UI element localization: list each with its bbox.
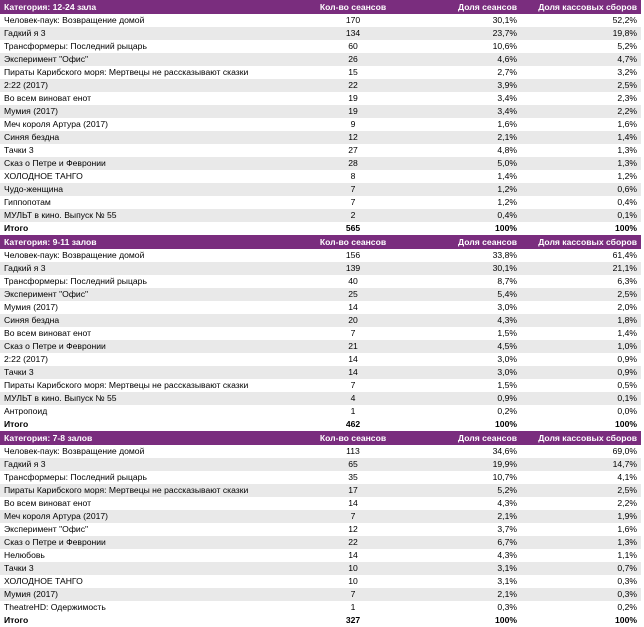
sessions-count: 40: [348, 276, 358, 286]
share-boxoffice: 4,7%: [521, 53, 641, 66]
share-sessions: 1,2%: [406, 183, 521, 196]
table-row: [0, 484, 641, 497]
table-row: [0, 536, 641, 549]
sessions-count: 1: [350, 406, 356, 416]
column-header-sessions: Кол-во сеансов: [300, 431, 406, 445]
table-row: [0, 79, 641, 92]
share-sessions: 0,2%: [497, 406, 517, 416]
total-sessions: 462: [345, 419, 361, 429]
share-sessions: 4,3%: [497, 498, 517, 508]
category-title: Категория: 12-24 зала: [0, 0, 300, 14]
sessions-count: 170: [345, 15, 361, 25]
movie-title: 2:22 (2017): [4, 354, 48, 364]
movie-title: Пираты Карибского моря: Мертвецы не рассказывают сказки: [0, 484, 300, 497]
movie-title: ХОЛОДНОЕ ТАНГО: [4, 576, 83, 586]
total-share-boxoffice: 100%: [615, 223, 637, 233]
share-boxoffice: 0,9%: [521, 366, 641, 379]
table-row: [0, 196, 641, 209]
column-header-share-boxoffice: Доля кассовых сборов: [521, 235, 641, 249]
share-boxoffice: 0,0%: [617, 406, 637, 416]
share-sessions: 1,5%: [497, 380, 517, 390]
share-boxoffice: 0,1%: [521, 209, 641, 222]
total-row: [0, 418, 641, 431]
sessions-count: 139: [300, 262, 406, 275]
share-sessions: 10,7%: [492, 472, 517, 482]
share-boxoffice: 1,6%: [617, 119, 637, 129]
share-boxoffice: 0,4%: [617, 197, 637, 207]
sessions-count: 10: [300, 562, 406, 575]
share-boxoffice: 6,3%: [617, 276, 637, 286]
share-sessions: 3,1%: [497, 576, 517, 586]
sessions-count: 7: [300, 183, 406, 196]
share-boxoffice: 0,9%: [617, 354, 637, 364]
sessions-count: 60: [348, 41, 358, 51]
sessions-count: 14: [348, 302, 358, 312]
total-label: Итого: [4, 419, 29, 429]
sessions-count: 26: [300, 53, 406, 66]
share-sessions: 30,1%: [492, 15, 517, 25]
table-row: [0, 249, 641, 262]
sessions-count: 12: [348, 524, 358, 534]
share-sessions: 33,8%: [492, 250, 517, 260]
share-sessions: 2,7%: [497, 67, 517, 77]
sessions-count: 19: [348, 93, 358, 103]
share-sessions: 0,9%: [406, 392, 521, 405]
share-sessions: 1,6%: [497, 119, 517, 129]
movie-title: Трансформеры: Последний рыцарь: [4, 41, 147, 51]
table-row: [0, 523, 641, 536]
column-header-share-sessions: Доля сеансов: [406, 431, 521, 445]
section-header: [0, 235, 641, 249]
total-share-sessions: 100%: [495, 223, 517, 233]
table-row: [0, 275, 641, 288]
table-row: [0, 144, 641, 157]
share-sessions: 0,4%: [406, 209, 521, 222]
sessions-count: 1: [350, 602, 356, 612]
share-boxoffice: 19,8%: [521, 27, 641, 40]
sessions-count: 14: [300, 366, 406, 379]
table-row: [0, 157, 641, 170]
total-share-boxoffice: 100%: [615, 419, 637, 429]
share-sessions: 2,1%: [406, 131, 521, 144]
sessions-count: 19: [300, 105, 406, 118]
column-header-sessions: Кол-во сеансов: [300, 0, 406, 14]
sessions-count: 14: [348, 354, 358, 364]
movie-title: МУЛЬТ в кино. Выпуск № 55: [0, 209, 300, 222]
share-sessions: 5,0%: [406, 157, 521, 170]
share-sessions: 1,5%: [497, 328, 517, 338]
total-label: Итого: [4, 615, 29, 625]
share-boxoffice: 52,2%: [612, 15, 637, 25]
movie-title: Гиппопотам: [4, 197, 51, 207]
movie-title: Тачки 3: [4, 145, 34, 155]
sessions-count: 7: [350, 380, 356, 390]
table-row: [0, 405, 641, 418]
movie-title: Сказ о Петре и Февронии: [0, 157, 300, 170]
total-sessions: 327: [345, 615, 361, 625]
sessions-count: 14: [348, 550, 358, 560]
share-sessions: 3,7%: [497, 524, 517, 534]
category-title: Категория: 7-8 залов: [0, 431, 300, 445]
share-boxoffice: 1,8%: [521, 314, 641, 327]
sessions-count: 27: [348, 145, 358, 155]
share-sessions: 23,7%: [406, 27, 521, 40]
table-row: [0, 27, 641, 40]
movie-title: Эксперимент "Офис": [4, 524, 89, 534]
share-boxoffice: 2,3%: [617, 93, 637, 103]
share-sessions: 3,0%: [497, 354, 517, 364]
share-sessions: 1,2%: [497, 197, 517, 207]
sessions-count: 35: [348, 472, 358, 482]
total-sessions: 565: [345, 223, 361, 233]
share-sessions: 4,5%: [406, 340, 521, 353]
share-boxoffice: 1,6%: [617, 524, 637, 534]
share-sessions: 3,4%: [497, 93, 517, 103]
category-title: Категория: 9-11 залов: [0, 235, 300, 249]
share-boxoffice: 21,1%: [521, 262, 641, 275]
share-sessions: 3,0%: [406, 366, 521, 379]
share-boxoffice: 2,2%: [617, 498, 637, 508]
table-row: [0, 262, 641, 275]
movie-title: Синяя бездна: [0, 314, 300, 327]
movie-title: Нелюбовь: [4, 550, 45, 560]
table-row: [0, 53, 641, 66]
movie-title: Мумия (2017): [0, 588, 300, 601]
movie-title: Мумия (2017): [0, 105, 300, 118]
table-row: [0, 471, 641, 484]
sessions-count: 7: [300, 510, 406, 523]
movie-title: Пираты Карибского моря: Мертвецы не рассказывают сказки: [4, 380, 249, 390]
movie-title: Сказ о Петре и Февронии: [0, 536, 300, 549]
table-row: [0, 575, 641, 588]
movie-title: Человек-паук: Возвращение домой: [4, 15, 145, 25]
column-header-sessions: Кол-во сеансов: [300, 235, 406, 249]
table-row: [0, 392, 641, 405]
table-row: [0, 510, 641, 523]
table-row: [0, 314, 641, 327]
sessions-count: 113: [346, 446, 360, 456]
movie-title: Тачки 3: [0, 366, 300, 379]
sessions-count: 134: [300, 27, 406, 40]
table-row: [0, 170, 641, 183]
share-sessions: 4,3%: [406, 314, 521, 327]
column-header-share-sessions: Доля сеансов: [406, 0, 521, 14]
share-boxoffice: 1,3%: [617, 145, 637, 155]
share-boxoffice: 2,0%: [617, 302, 637, 312]
movie-title: МУЛЬТ в кино. Выпуск № 55: [0, 392, 300, 405]
share-boxoffice: 0,7%: [521, 562, 641, 575]
share-sessions: 2,1%: [406, 588, 521, 601]
table-row: [0, 14, 641, 27]
movie-title: Мумия (2017): [4, 302, 59, 312]
share-boxoffice: 2,5%: [521, 484, 641, 497]
share-boxoffice: 2,2%: [521, 105, 641, 118]
table-row: [0, 209, 641, 222]
sessions-count: 25: [300, 288, 406, 301]
table-row: [0, 40, 641, 53]
share-boxoffice: 0,3%: [521, 588, 641, 601]
share-sessions: 3,1%: [406, 562, 521, 575]
share-boxoffice: 61,4%: [612, 250, 637, 260]
sessions-count: 28: [300, 157, 406, 170]
sessions-count: 2: [300, 209, 406, 222]
table-row: [0, 301, 641, 314]
movie-title: TheatreHD: Одержимость: [4, 602, 106, 612]
share-sessions: 6,7%: [406, 536, 521, 549]
share-sessions: 0,3%: [497, 602, 517, 612]
share-boxoffice: 1,4%: [521, 131, 641, 144]
column-header-share-boxoffice: Доля кассовых сборов: [521, 0, 641, 14]
movie-title: Меч короля Артура (2017): [0, 510, 300, 523]
table-row: [0, 601, 641, 614]
table-row: [0, 379, 641, 392]
movie-title: Человек-паук: Возвращение домой: [4, 250, 145, 260]
share-sessions: 8,7%: [497, 276, 517, 286]
share-boxoffice: 14,7%: [521, 458, 641, 471]
movie-title: Тачки 3: [0, 562, 300, 575]
share-boxoffice: 5,2%: [617, 41, 637, 51]
sessions-count: 21: [300, 340, 406, 353]
share-sessions: 3,4%: [406, 105, 521, 118]
total-share-sessions: 100%: [495, 419, 517, 429]
movie-title: Эксперимент "Офис": [0, 288, 300, 301]
share-boxoffice: 1,9%: [521, 510, 641, 523]
table-row: [0, 497, 641, 510]
movie-title: Сказ о Петре и Февронии: [0, 340, 300, 353]
share-sessions: 4,3%: [497, 550, 517, 560]
movie-title: Во всем виноват енот: [4, 328, 92, 338]
sessions-count: 12: [300, 131, 406, 144]
column-header-share-boxoffice: Доля кассовых сборов: [521, 431, 641, 445]
sessions-count: 22: [300, 79, 406, 92]
share-boxoffice: 0,3%: [617, 576, 637, 586]
section-header: [0, 431, 641, 445]
movie-title: Во всем виноват енот: [4, 498, 92, 508]
movie-title: Человек-паук: Возвращение домой: [4, 446, 145, 456]
share-boxoffice: 1,3%: [521, 157, 641, 170]
sessions-count: 22: [300, 536, 406, 549]
table-row: [0, 327, 641, 340]
movie-title: Трансформеры: Последний рыцарь: [4, 472, 147, 482]
total-share-sessions: 100%: [495, 615, 517, 625]
table-row: [0, 183, 641, 196]
table-row: [0, 353, 641, 366]
sessions-count: 7: [350, 328, 356, 338]
table-row: [0, 562, 641, 575]
sessions-count: 8: [350, 171, 356, 181]
share-sessions: 3,9%: [406, 79, 521, 92]
share-boxoffice: 0,1%: [521, 392, 641, 405]
share-boxoffice: 2,5%: [521, 288, 641, 301]
movie-title: Меч короля Артура (2017): [4, 119, 109, 129]
share-boxoffice: 1,4%: [617, 328, 637, 338]
share-sessions: 34,6%: [492, 446, 517, 456]
movie-title: Гадкий я 3: [0, 458, 300, 471]
share-boxoffice: 0,5%: [617, 380, 637, 390]
table-row: [0, 118, 641, 131]
movie-title: Синяя бездна: [0, 131, 300, 144]
sessions-count: 9: [350, 119, 356, 129]
table-row: [0, 458, 641, 471]
share-sessions: 5,2%: [406, 484, 521, 497]
share-boxoffice: 3,2%: [617, 67, 637, 77]
share-boxoffice: 4,1%: [617, 472, 637, 482]
sessions-count: 10: [348, 576, 358, 586]
sessions-count: 17: [300, 484, 406, 497]
movie-title: Гадкий я 3: [0, 27, 300, 40]
total-label: Итого: [4, 223, 29, 233]
section-header: [0, 0, 641, 14]
table-row: [0, 288, 641, 301]
share-sessions: 2,1%: [406, 510, 521, 523]
movie-title: Трансформеры: Последний рыцарь: [4, 276, 147, 286]
sessions-count: 14: [348, 498, 358, 508]
share-boxoffice: 1,3%: [521, 536, 641, 549]
movie-title: 2:22 (2017): [0, 79, 300, 92]
share-sessions: 19,9%: [406, 458, 521, 471]
share-sessions: 30,1%: [406, 262, 521, 275]
total-row: [0, 222, 641, 235]
table-row: [0, 66, 641, 79]
total-row: [0, 614, 641, 627]
table-row: [0, 588, 641, 601]
share-boxoffice: 2,5%: [521, 79, 641, 92]
share-sessions: 10,6%: [492, 41, 517, 51]
movie-title: Эксперимент "Офис": [0, 53, 300, 66]
table-row: [0, 105, 641, 118]
share-boxoffice: 0,6%: [521, 183, 641, 196]
movie-title: Пираты Карибского моря: Мертвецы не рассказывают сказки: [4, 67, 249, 77]
movie-title: Чудо-женщина: [0, 183, 300, 196]
movie-title: Антропоид: [4, 406, 48, 416]
sessions-count: 20: [300, 314, 406, 327]
share-boxoffice: 1,0%: [521, 340, 641, 353]
movie-title: Во всем виноват енот: [4, 93, 92, 103]
share-sessions: 3,0%: [497, 302, 517, 312]
sessions-count: 7: [350, 197, 356, 207]
share-sessions: 1,4%: [497, 171, 517, 181]
movie-title: Гадкий я 3: [0, 262, 300, 275]
table-row: [0, 92, 641, 105]
sessions-count: 7: [300, 588, 406, 601]
total-share-boxoffice: 100%: [615, 615, 637, 625]
table-row: [0, 340, 641, 353]
movie-title: ХОЛОДНОЕ ТАНГО: [4, 171, 83, 181]
column-header-share-sessions: Доля сеансов: [406, 235, 521, 249]
sessions-count: 65: [300, 458, 406, 471]
sessions-count: 156: [345, 250, 361, 260]
share-sessions: 5,4%: [406, 288, 521, 301]
sessions-count: 15: [348, 67, 358, 77]
table-row: [0, 366, 641, 379]
share-boxoffice: 69,0%: [612, 446, 637, 456]
share-sessions: 4,8%: [497, 145, 517, 155]
share-boxoffice: 1,2%: [617, 171, 637, 181]
sessions-count: 4: [300, 392, 406, 405]
table-row: [0, 549, 641, 562]
table-row: [0, 131, 641, 144]
share-boxoffice: 1,1%: [617, 550, 637, 560]
share-boxoffice: 0,2%: [617, 602, 637, 612]
share-sessions: 4,6%: [406, 53, 521, 66]
table-row: [0, 445, 641, 458]
